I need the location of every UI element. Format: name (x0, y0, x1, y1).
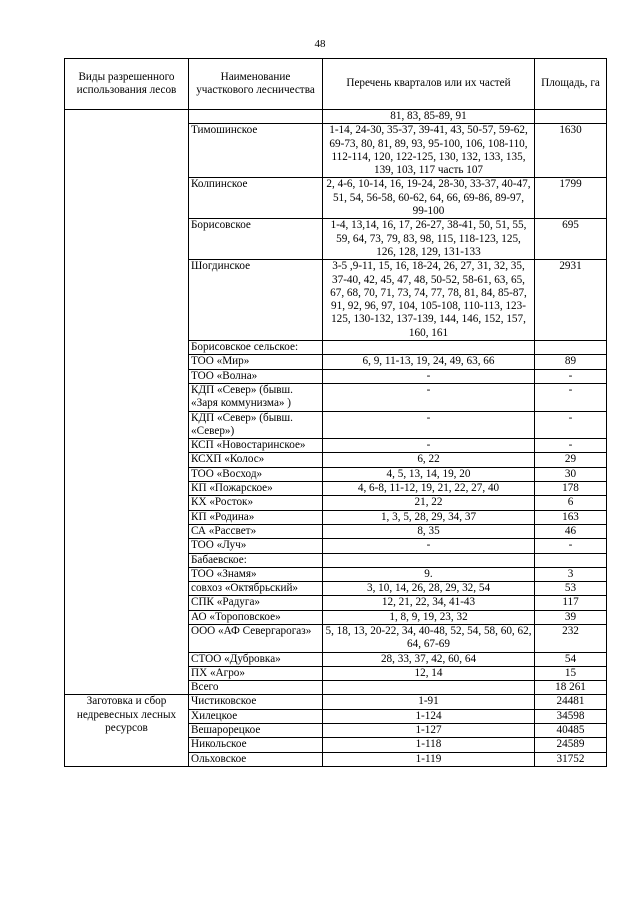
header-quarters: Перечень кварталов или их частей (323, 59, 535, 110)
quarters-cell: 4, 5, 13, 14, 19, 20 (323, 467, 535, 481)
area-cell: 34598 (535, 709, 607, 723)
quarters-cell: - (323, 369, 535, 383)
forestry-name-cell: СА «Рассвет» (189, 524, 323, 538)
quarters-cell: 1-91 (323, 695, 535, 709)
area-cell: 54 (535, 652, 607, 666)
quarters-cell: 1-14, 24-30, 35-37, 39-41, 43, 50-57, 59-62, 69-73, 80, 81, 89, 93, 95-100, 106, 108-110, 112-114, 120, 122-125, 130, 132, 133, 135, 139, 103, 117 часть 107 (323, 124, 535, 178)
page-number: 48 (314, 38, 326, 50)
area-cell: 163 (535, 510, 607, 524)
area-cell: - (535, 539, 607, 553)
area-cell: 232 (535, 624, 607, 652)
quarters-cell: - (323, 439, 535, 453)
forestry-name-cell: ПХ «Агро» (189, 666, 323, 680)
quarters-cell: 6, 9, 11-13, 19, 24, 49, 63, 66 (323, 355, 535, 369)
quarters-cell (323, 341, 535, 355)
forestry-name-cell: ООО «АФ Севергарогаз» (189, 624, 323, 652)
area-cell: 15 (535, 666, 607, 680)
area-cell: - (535, 411, 607, 439)
quarters-cell: 12, 21, 22, 34, 41-43 (323, 596, 535, 610)
area-cell: 40485 (535, 724, 607, 738)
area-cell: 24481 (535, 695, 607, 709)
forestry-name-cell: Борисовское сельское: (189, 341, 323, 355)
forestry-name-cell: Тимошинское (189, 124, 323, 178)
quarters-cell: 1-4, 13,14, 16, 17, 26-27, 38-41, 50, 51, 55, 59, 64, 73, 79, 83, 98, 115, 118-123, 125, 126, 128, 129, 131-133 (323, 219, 535, 260)
forestry-name-cell: СТОО «Дубровка» (189, 652, 323, 666)
forestry-name-cell: Хилецкое (189, 709, 323, 723)
use-type-cell: Заготовка и сбор недревесных лесных ресурсов (65, 695, 189, 766)
quarters-cell: 1-118 (323, 738, 535, 752)
forestry-name-cell: ТОО «Мир» (189, 355, 323, 369)
forestry-name-cell: АО «Тороповское» (189, 610, 323, 624)
quarters-cell: 3-5 ,9-11, 15, 16, 18-24, 26, 27, 31, 32, 35, 37-40, 42, 45, 47, 48, 50-52, 58-61, 63, 65, 67, 68, 70, 71, 73, 74, 77, 78, 81, 84, 85-87, 91, 92, 96, 97, 104, 105-108, 110-113, 123-125, 130-132, 137-139, 144, 146, 152, 157, 160, 161 (323, 260, 535, 341)
area-cell: 18 261 (535, 681, 607, 695)
area-cell: 24589 (535, 738, 607, 752)
quarters-cell: 4, 6-8, 11-12, 19, 21, 22, 27, 40 (323, 482, 535, 496)
quarters-cell: - (323, 383, 535, 411)
area-cell: 46 (535, 524, 607, 538)
forestry-name-cell: Колпинское (189, 178, 323, 219)
forestry-name-cell: КП «Пожарское» (189, 482, 323, 496)
forestry-name-cell: ТОО «Восход» (189, 467, 323, 481)
area-cell: - (535, 439, 607, 453)
forestry-name-cell: КДП «Север» (бывш. «Север») (189, 411, 323, 439)
quarters-cell: - (323, 411, 535, 439)
header-type: Виды разрешенного использования лесов (65, 59, 189, 110)
forestry-name-cell: КДП «Север» (бывш. «Заря коммунизма» ) (189, 383, 323, 411)
area-cell: 1799 (535, 178, 607, 219)
quarters-cell: 21, 22 (323, 496, 535, 510)
forestry-name-cell: ТОО «Знамя» (189, 567, 323, 581)
quarters-cell: 1-127 (323, 724, 535, 738)
area-cell: 89 (535, 355, 607, 369)
quarters-cell: 5, 18, 13, 20-22, 34, 40-48, 52, 54, 58, 60, 62, 64, 67-69 (323, 624, 535, 652)
area-cell: 39 (535, 610, 607, 624)
table-row (65, 110, 607, 124)
area-cell: 29 (535, 453, 607, 467)
forestry-name-cell: КХ «Росток» (189, 496, 323, 510)
area-cell: 117 (535, 596, 607, 610)
quarters-cell: 28, 33, 37, 42, 60, 64 (323, 652, 535, 666)
quarters-cell: 12, 14 (323, 666, 535, 680)
area-cell: 1630 (535, 124, 607, 178)
table-header-row (65, 59, 607, 110)
quarters-cell: 3, 10, 14, 26, 28, 29, 32, 54 (323, 582, 535, 596)
forestry-name-cell: ТОО «Волна» (189, 369, 323, 383)
table-body (65, 110, 607, 767)
table-row (65, 695, 607, 709)
forestry-name-cell: СПК «Радуга» (189, 596, 323, 610)
forestry-name-cell: КСХП «Колос» (189, 453, 323, 467)
forestry-name-cell: КСП «Новостаринское» (189, 439, 323, 453)
use-type-cell (65, 110, 189, 695)
area-cell: 31752 (535, 752, 607, 766)
forestry-name-cell: КП «Родина» (189, 510, 323, 524)
area-cell: 178 (535, 482, 607, 496)
quarters-cell (323, 553, 535, 567)
forestry-name-cell: Чистиковское (189, 695, 323, 709)
area-cell: 695 (535, 219, 607, 260)
area-cell (535, 553, 607, 567)
quarters-cell: 9. (323, 567, 535, 581)
quarters-cell: 1-124 (323, 709, 535, 723)
area-cell: 3 (535, 567, 607, 581)
quarters-cell (323, 681, 535, 695)
forestry-name-cell: Шогдинское (189, 260, 323, 341)
forestry-name-cell: Бабаевское: (189, 553, 323, 567)
forestry-name-cell: Ольховское (189, 752, 323, 766)
header-area: Площадь, га (535, 59, 607, 110)
quarters-cell: 1-119 (323, 752, 535, 766)
forestry-name-cell: Вешарорецкое (189, 724, 323, 738)
area-cell: 6 (535, 496, 607, 510)
forestry-name-cell (189, 110, 323, 124)
header-name: Наименование участкового лесничества (189, 59, 323, 110)
forestry-name-cell: Борисовское (189, 219, 323, 260)
quarters-cell: 2, 4-6, 10-14, 16, 19-24, 28-30, 33-37, 40-47, 51, 54, 56-58, 60-62, 64, 66, 69-86, 89-97, 99-100 (323, 178, 535, 219)
quarters-cell: 1, 3, 5, 28, 29, 34, 37 (323, 510, 535, 524)
area-cell: 53 (535, 582, 607, 596)
area-cell: 2931 (535, 260, 607, 341)
forestry-name-cell: ТОО «Луч» (189, 539, 323, 553)
forestry-name-cell: Никольское (189, 738, 323, 752)
area-cell: 30 (535, 467, 607, 481)
area-cell (535, 110, 607, 124)
area-cell (535, 341, 607, 355)
quarters-cell: 81, 83, 85-89, 91 (323, 110, 535, 124)
quarters-cell: 6, 22 (323, 453, 535, 467)
quarters-cell: 1, 8, 9, 19, 23, 32 (323, 610, 535, 624)
quarters-cell: - (323, 539, 535, 553)
forest-use-table (64, 58, 607, 767)
quarters-cell: 8, 35 (323, 524, 535, 538)
forestry-name-cell: совхоз «Октябрьский» (189, 582, 323, 596)
forestry-name-cell: Всего (189, 681, 323, 695)
area-cell: - (535, 383, 607, 411)
area-cell: - (535, 369, 607, 383)
